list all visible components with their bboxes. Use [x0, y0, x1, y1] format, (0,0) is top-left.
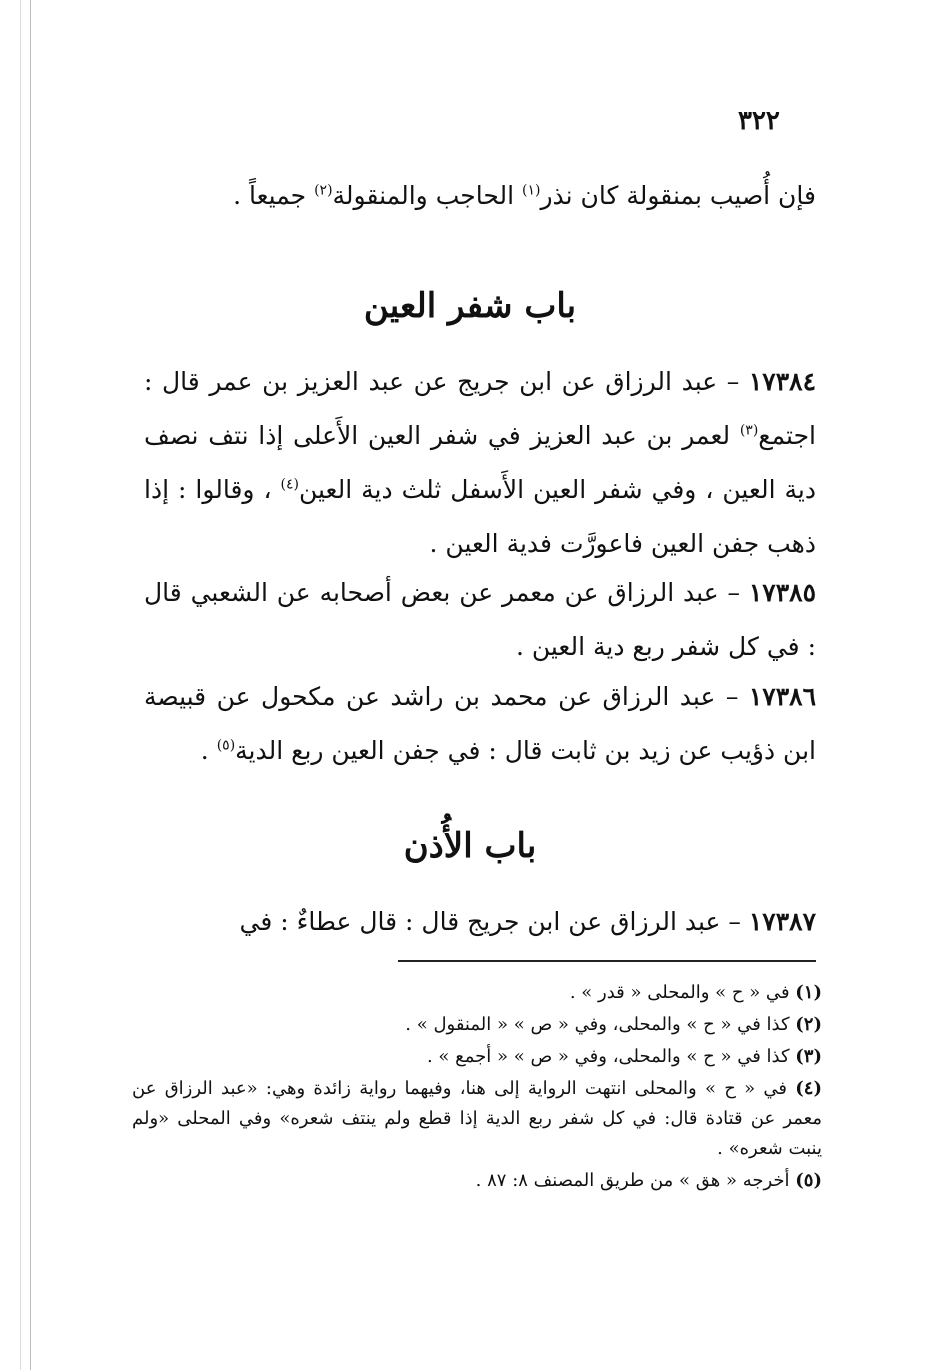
hadith-number: ١٧٣٨٥ — [748, 578, 816, 607]
section-heading-eyelid: باب شفر العين — [363, 286, 577, 326]
hadith-number: ١٧٣٨٤ — [748, 367, 816, 396]
footnotes — [132, 978, 822, 1198]
footnote-1 — [132, 978, 822, 1008]
footnote-ref-4[interactable]: (٤) — [280, 476, 299, 493]
footnote-text: كذا في « ح » والمحلى، وفي « ص » « المنقول » . — [405, 1014, 796, 1035]
footnote-text: أخرجه « هق » من طريق المصنف ٨: ٨٧ . — [475, 1170, 796, 1191]
footnote-2 — [132, 1010, 822, 1040]
section-heading-ear: باب الأُذن — [403, 826, 537, 866]
page-number: ٣٢٢ — [738, 106, 780, 136]
hadith-17385 — [144, 566, 816, 674]
scan-edge-line — [30, 0, 31, 1370]
footnote-ref-2[interactable]: (٢) — [314, 182, 333, 199]
footnote-ref-1[interactable]: (١) — [521, 182, 541, 199]
hadith-number: ١٧٣٨٧ — [748, 907, 816, 936]
continuation-text-3: جميعاً . — [233, 181, 315, 210]
hadith-text-1: – عبد الرزاق عن ابن جريج عن عبد العزيز بن عمر قال : اجتمع — [144, 367, 816, 450]
continuation-text-2: الحاجب والمنقولة — [332, 181, 522, 210]
continuation-paragraph — [144, 170, 816, 222]
hadith-text: – عبد الرزاق عن ابن جريج قال : قال عطاءٌ : في — [239, 907, 749, 936]
scan-edge-line-outer — [20, 0, 21, 1370]
footnote-text: كذا في « ح » والمحلى، وفي « ص » « أجمع » . — [426, 1046, 796, 1067]
footnote-3 — [132, 1042, 822, 1072]
footnote-text: في « ح » والمحلى « قدر » . — [569, 982, 796, 1003]
hadith-text: – عبد الرزاق عن معمر عن بعض أصحابه عن الشعبي قال : في كل شفر ربع دية العين . — [144, 578, 816, 661]
footnote-ref-3[interactable]: (٣) — [739, 422, 759, 439]
footnote-4 — [132, 1074, 822, 1164]
hadith-text-2: لعمر بن عبد العزيز في شفر العين الأَعلى إذا نتف نصف دية العين ، وفي شفر العين الأَسفل ثلث دية العين — [144, 421, 817, 504]
footnote-5 — [132, 1166, 822, 1196]
footnote-number: (٢) — [795, 1014, 822, 1035]
footnote-divider — [398, 960, 816, 962]
footnote-number: (٤) — [795, 1078, 822, 1099]
hadith-17387 — [144, 896, 816, 948]
hadith-number: ١٧٣٨٦ — [748, 682, 816, 711]
footnote-ref-5[interactable]: (٥) — [216, 737, 236, 754]
footnote-number: (١) — [795, 982, 822, 1003]
hadith-17384 — [144, 355, 816, 571]
footnote-number: (٣) — [795, 1046, 822, 1067]
hadith-text-2: . — [200, 736, 217, 765]
footnote-text: في « ح » والمحلى انتهت الرواية إلى هنا، وفيهما رواية زائدة وهي: «عبد الرزاق عن معمر عن قتادة قال: في كل شفر ربع الدية إذا قطع ولم ينتف شعره» وفي المحلى «ولم ينبت شعره» . — [132, 1078, 822, 1159]
hadith-17386 — [144, 670, 816, 778]
hadith-text-3: ، وقالوا : إذا ذهب جفن العين فاعورَّت فدية العين . — [144, 475, 816, 558]
continuation-text-1: فإن أُصيب بمنقولة كان نذر — [540, 181, 816, 210]
footnote-number: (٥) — [795, 1170, 822, 1191]
hadith-text-1: – عبد الرزاق عن محمد بن راشد عن مكحول عن قبيصة ابن ذؤيب عن زيد بن ثابت قال : في جفن العين ربع الدية — [144, 682, 816, 765]
